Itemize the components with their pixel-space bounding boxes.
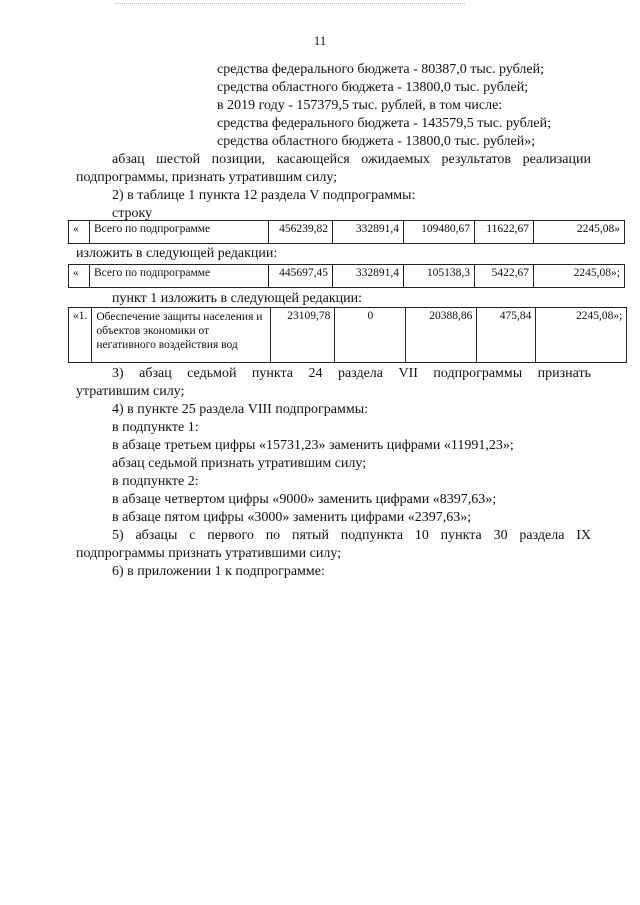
paragraph-line: пункт 1 изложить в следующей редакции: <box>112 291 362 306</box>
paragraph-line: утратившим силу; <box>76 384 185 399</box>
table-cell: 2245,08»; <box>536 308 627 363</box>
page-number: 11 <box>313 33 327 48</box>
table-cell: 475,84 <box>477 308 536 363</box>
table-new-row <box>68 264 625 288</box>
text-line: средства федерального бюджета - 80387,0 тыс. рублей; <box>217 62 544 77</box>
table-cell: 5422,67 <box>475 265 534 288</box>
table-old-row <box>68 220 625 244</box>
paragraph-line: в абзаце третьем цифры «15731,23» заменить цифрами «11991,23»; <box>112 438 514 453</box>
table-row <box>69 308 627 363</box>
paragraph-line: изложить в следующей редакции: <box>76 246 278 261</box>
table-cell: 11622,67 <box>475 221 534 244</box>
table-cell: 23109,78 <box>271 308 335 363</box>
table-cell: 445697,45 <box>269 265 333 288</box>
paragraph-line: в абзаце четвертом цифры «9000» заменить цифрами «8397,63»; <box>112 492 497 507</box>
paragraph-line: в подпункте 2: <box>112 474 199 489</box>
text-line: средства федерального бюджета - 143579,5 тыс. рублей; <box>217 116 551 131</box>
table-cell: 109480,67 <box>404 221 475 244</box>
table-item-row <box>68 307 627 363</box>
text-line: средства областного бюджета - 13800,0 тыс. рублей; <box>217 80 529 95</box>
paragraph-line: абзац шестой позиции, касающейся ожидаемых результатов реализации <box>112 152 591 167</box>
table-cell: 332891,4 <box>333 265 404 288</box>
paragraph-line: в абзаце пятом цифры «3000» заменить цифрами «2397,63»; <box>112 510 472 525</box>
text-line: средства областного бюджета - 13800,0 тыс. рублей»; <box>217 134 536 149</box>
scan-artifact <box>115 3 465 5</box>
table-cell: 2245,08»; <box>534 265 625 288</box>
table-cell: 105138,3 <box>404 265 475 288</box>
paragraph-line: 4) в пункте 25 раздела VIII подпрограммы: <box>112 402 369 417</box>
paragraph-line: 5) абзацы с первого по пятый подпункта 10 пункта 30 раздела IX <box>112 528 591 543</box>
paragraph-line: 6) в приложении 1 к подпрограмме: <box>112 564 325 579</box>
table-cell: Обеспечение защиты населения и объектов экономики от негативного воздействия вод <box>92 308 271 363</box>
text-line: в 2019 году - 157379,5 тыс. рублей, в том числе: <box>217 98 503 113</box>
table-row <box>69 265 625 288</box>
paragraph-line: 2) в таблице 1 пункта 12 раздела V подпрограммы: <box>112 188 416 203</box>
table-cell: 20388,86 <box>406 308 477 363</box>
table-cell: 332891,4 <box>333 221 404 244</box>
paragraph-line: строку <box>112 206 153 221</box>
table-cell: « <box>69 221 90 244</box>
paragraph-line: в подпункте 1: <box>112 420 199 435</box>
paragraph-line: абзац седьмой признать утратившим силу; <box>112 456 367 471</box>
paragraph-line: 3) абзац седьмой пункта 24 раздела VII подпрограммы признать <box>112 366 591 381</box>
table-cell: «1. <box>69 308 92 363</box>
table-cell: « <box>69 265 90 288</box>
paragraph-line: подпрограммы, признать утратившим силу; <box>76 170 338 185</box>
table-cell: 0 <box>335 308 406 363</box>
paragraph-line: подпрограммы признать утратившими силу; <box>76 546 342 561</box>
table-cell: Всего по подпрограмме <box>90 221 269 244</box>
table-cell: 2245,08» <box>534 221 625 244</box>
table-cell: Всего по подпрограмме <box>90 265 269 288</box>
table-cell: 456239,82 <box>269 221 333 244</box>
table-row <box>69 221 625 244</box>
